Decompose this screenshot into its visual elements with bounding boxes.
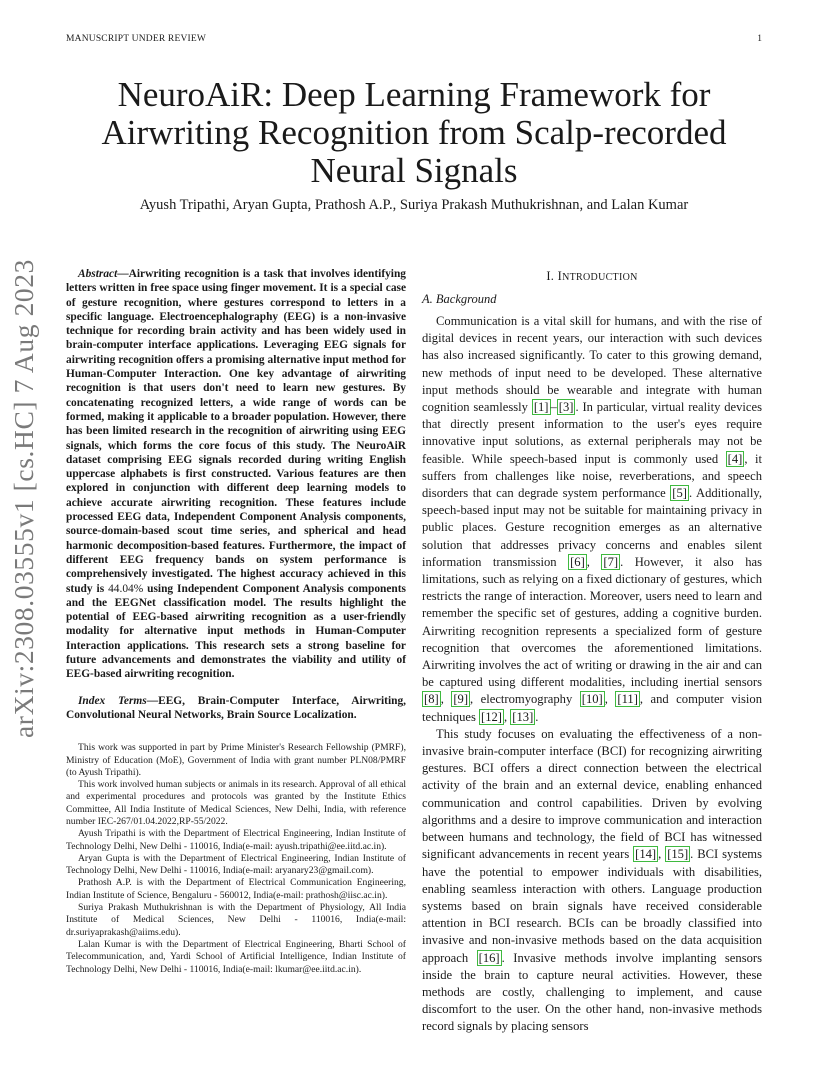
arxiv-stamp: arXiv:2308.03555v1 [cs.HC] 7 Aug 2023: [8, 259, 39, 738]
right-column: [422, 267, 762, 1036]
citation-link[interactable]: [11]: [617, 692, 638, 707]
subsection-heading: A. Background: [422, 292, 497, 306]
citation-link[interactable]: [14]: [635, 847, 657, 862]
page-number: 1: [757, 34, 762, 44]
citation-link[interactable]: [9]: [453, 692, 469, 707]
paper-title: NeuroAiR: Deep Learning Framework for Airwriting Recognition from Scalp-recorded Neural Signals: [101, 75, 727, 190]
running-header: MANUSCRIPT UNDER REVIEW: [66, 34, 207, 44]
citation-link[interactable]: [7]: [603, 554, 619, 569]
paragraph-background: Communication is a vital skill for humans, and with the rise of digital devices in recent years, our interaction with such devices has also increased significantly. To cater to this growing demand, new methods of input need to be developed. These alternative input methods should be wearable and integrate with human cognition seamlessly [1] – [3] . In particular, virtual reality devices that directly present information to the user's eyes require innovative input solutions, as external peripherals may not be feasible. While speech-based input is commonly used [4] , it suffers from challenges like noise, reverberations, and speech disorders that can degrade system performance [5] . Additionally, speech-based input may not be suitable for maintaining privacy in public places. Gesture recognition emerges as an alternative solution that addresses privacy concerns and enables silent information transmission [6] , [7] . However, it also has limitations, such as relying on a fixed dictionary of gestures, which restricts the range of interaction. Moreover, users need to learn and remember the specific set of gestures, adding a cognitive burden. Airwriting recognition represents a specialized form of gesture recognition that overcomes the aforementioned limitations. Airwriting involves the act of writing or drawing in the air and can be captured using different modalities, including inertial sensors [8] , [9] , electromyography [10] , [11] , and computer vision techniques [12] , [13] .: [422, 314, 763, 724]
section-title: NTRODUCTION: [562, 272, 638, 283]
section-heading: [422, 269, 762, 284]
footnote-funding: This work was supported in part by Prime Minister's Research Fellowship (PMRF), Ministry of Education (MoE), Government of India with grant number PLN08/PMRF (to Ayush Tripathi).: [66, 742, 406, 778]
citation-link[interactable]: [12]: [481, 709, 502, 724]
footnote-author-affiliation: Lalan Kumar is with the Department of Electrical Engineering, Bharti School of Telecommunication, and, Yardi School of Artificial Intelligence, Indian Institute of Technology Delhi, New Delhi - 110016, India(e-mail: lkumar@ee.iitd.ac.in).: [66, 938, 406, 975]
citation-link[interactable]: [4]: [727, 451, 743, 466]
footnote-author-affiliation: Aryan Gupta is with the Department of Electrical Engineering, Indian Institute of Technology Delhi, New Delhi - 110016, India(e-mail: aryanary23@gmail.com).: [66, 852, 406, 877]
left-column: [66, 267, 406, 976]
paragraph-bci: This study focuses on evaluating the effectiveness of a non-invasive brain-computer interface (BCI) for recognizing airwriting gestures. BCI offers a direct connection between the electrical activity of the brain and an external device, enabling enhanced communication and control capabilities. Driven by evolving algorithms and a desire to improve communication and interaction between humans and technology, the field of BCI has witnessed significant advancements in recent years [14] , [15] . BCI systems have the potential to empower individuals with disabilities, enabling seamless interaction with others. Language production systems based on brain signals have received considerable attention in BCI research. BCIs can be broadly classified into invasive and non-invasive methods based on the data acquisition approach [16] . Invasive methods involve implanting sensors inside the brain to capture neural activities. However, these methods are costly, challenging to implement, and cause discomfort to the user. On the other hand, non-invasive methods record signals by placing sensors: [422, 726, 763, 1034]
citation-link[interactable]: [5]: [672, 486, 687, 501]
author-list: Ayush Tripathi, Aryan Gupta, Prathosh A.P., Suriya Prakash Muthukrishnan, and Lalan Kumar: [139, 197, 689, 213]
footnotes: [66, 742, 406, 976]
abstract: [66, 267, 406, 682]
index-terms-label: Index Terms: [78, 694, 147, 707]
footnote-author-affiliation: Prathosh A.P. is with the Department of Electrical Communication Engineering, Indian Institute of Science, Bengaluru - 560012, India(e-mail: prathosh@iisc.ac.in).: [66, 877, 406, 901]
section-numeral: I. I: [546, 269, 563, 283]
citation-link[interactable]: [6]: [570, 554, 585, 569]
footnote-ethics: This work involved human subjects or animals in its research. Approval of all ethical and experimental procedures and protocols was granted by the Institute Ethics Committee, All India Institute of Medical Sciences, New Delhi, India, with reference number IEC-267/01.04.2022,RP-55/2022.: [66, 779, 406, 827]
abstract-text-continued: using Independent Component Analysis components and the EEGNet classification model. The results highlight the potential of EEG-based airwriting recognition as a user-friendly modality for alternative input methods in Human-Computer Interaction applications. This research sets a strong baseline for future advancements and demonstrates the viability and utility of EEG-based airwriting recognition.: [66, 582, 406, 681]
footnote-author-affiliation: Ayush Tripathi is with the Department of Electrical Engineering, Indian Institute of Technology Delhi, New Delhi - 110016, India(e-mail: ayush.tripathi@ee.iitd.ac.in).: [66, 828, 406, 852]
abstract-accuracy: 44.04%: [108, 582, 144, 595]
citation-link[interactable]: [15]: [667, 847, 689, 862]
abstract-label: Abstract: [78, 268, 118, 280]
citation-link[interactable]: [3]: [558, 400, 574, 415]
citation-link[interactable]: [16]: [478, 950, 500, 965]
citation-link[interactable]: [8]: [424, 692, 439, 707]
citation-link[interactable]: [10]: [581, 692, 603, 707]
citation-link[interactable]: [13]: [512, 709, 534, 724]
index-terms: [66, 694, 406, 723]
footnote-author-affiliation: Suriya Prakash Muthukrishnan is with the Department of Physiology, All India Institute of Medical Sciences, New Delhi - 110016, India(e-mail: dr.suriyaprakash@aiims.edu).: [66, 902, 406, 938]
abstract-text: —Airwriting recognition is a task that involves identifying letters written in free space using finger movement. It is a special case of gesture recognition, where gestures correspond to letters in a specific language. Electroencephalography (EEG) is a non-invasive technique for recording brain activity and has been widely used in brain-computer interface applications. Leveraging EEG signals for airwriting recognition offers a promising alternative input method for Human-Computer Interaction. One key advantage of airwriting recognition is that users don't need to learn new gestures. By concatenating recognized letters, a wide range of words can be formed, making it applicable to a broader population. However, there has been limited research in the recognition of airwriting using EEG signals, which forms the core focus of this study. The NeuroAiR dataset comprising EEG signals recorded during writing English uppercase alphabets is first constructed. Various features are then explored in conjunction with different deep learning models to achieve accurate airwriting recognition. These features include processed EEG data, Independent Component Analysis components, source-domain-based scout time series, and spherical and head harmonic decomposition-based features. Furthermore, the impact of different EEG frequency bands on system performance is comprehensively investigated. The highest accuracy achieved in this study is: [66, 268, 406, 595]
citation-link[interactable]: [1]: [533, 400, 549, 415]
index-terms-text: —EEG, Brain-Computer Interface, Airwriting, Convolutional Neural Networks, Brain Source Localization.: [66, 694, 406, 721]
